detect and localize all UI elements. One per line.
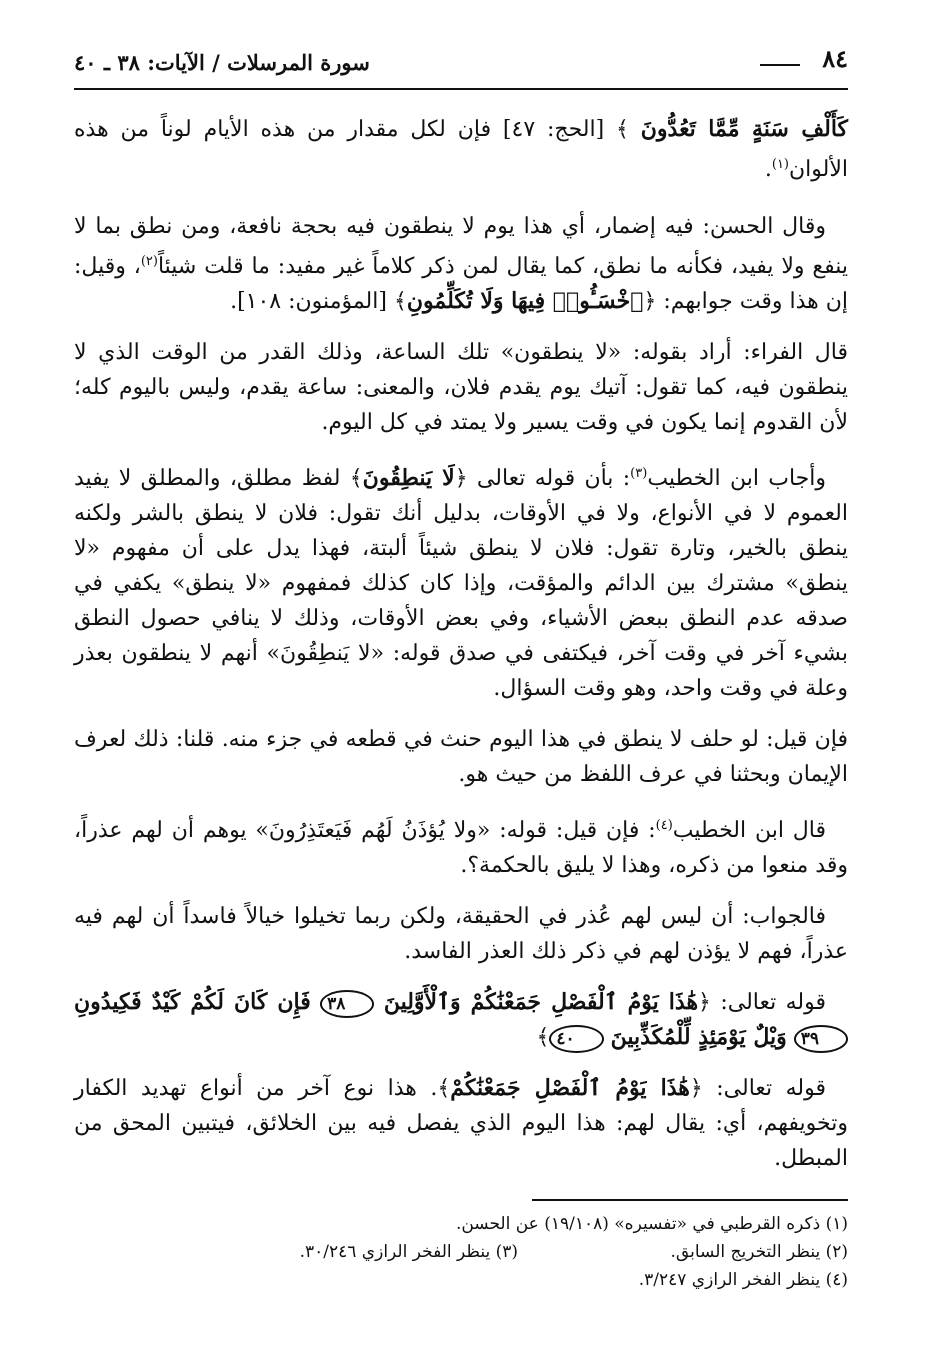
footnote-ref: (١)	[771, 157, 789, 172]
quran-quote: ٱخْسَـُٔوا۟ فِيهَا وَلَا تُكَلِّمُونِ	[406, 288, 644, 314]
header-rule	[74, 88, 848, 90]
footnote-ref: (٢)	[140, 254, 158, 269]
quran-quote: هَٰذَا يَوْمُ ٱلْفَصْلِ جَمَعْنَٰكُمْ	[450, 1075, 690, 1101]
paragraph-text: وأجاب ابن الخطيب	[647, 466, 827, 491]
paragraph-text: لفظ مطلق، والمطلق لا يفيد العموم لا في الأنواع، ولا في الأوقات، بدليل أنك تقول: فلان لا ينطق بالشر ولكنه ينطق بالخير، وتارة تقول: فلان لا ينطق شيئاً ألبتة، فهذا يدل على أن مفهوم «لا ينطق» مشترك بين الدائم والمؤقت، وإذا كان كذلك فمفهوم «لا ينطق» يكفي في صدقه عدم النطق ببعض الأشياء، وفي بعض الأوقات، وذلك لا ينافي حصول النطق بشيء آخر في وقت آخر، فيكتفى في صدق قوله: «لا يَنطِقُونَ» أنهم لا ينطقون بعذر وعلة في وقت واحد، وهو وقت السؤال.	[74, 466, 848, 701]
ayah-number-marker: ٣٨	[320, 990, 374, 1018]
paragraph-4	[74, 456, 848, 706]
footnote-3: (٣) ينظر الفخر الرازي ٣٠/٢٤٦.	[299, 1242, 518, 1262]
paragraph-text: : بأن قوله تعالى	[476, 466, 631, 491]
paragraph-1	[74, 112, 848, 187]
paragraph-5	[74, 722, 848, 792]
quran-ornament-close: ﴾	[536, 1025, 550, 1050]
footnote-4: (٤) ينظر الفخر الرازي ٣/٢٤٧.	[638, 1270, 848, 1290]
paragraph-7	[74, 899, 848, 969]
footnote-ref: (٤)	[655, 818, 673, 833]
paragraph-8	[74, 985, 848, 1055]
paragraph-3	[74, 335, 848, 440]
paragraph-text: قال ابن الخطيب	[672, 818, 826, 843]
paragraph-text: [المؤمنون: ١٠٨].	[230, 289, 387, 314]
quran-ornament-close: ﴾	[437, 1076, 451, 1101]
paragraph-6	[74, 808, 848, 883]
footnotes	[74, 1210, 848, 1294]
paragraph-text: فالجواب: أن ليس لهم عُذر في الحقيقة، ولكن ربما تخيلوا خيالاً فاسداً أن لهم فيه عذراً، فهم لا يؤذن لهم في ذكر ذلك العذر الفاسد.	[74, 904, 848, 964]
quran-ornament-open: ﴿	[643, 289, 657, 314]
footnote-line	[74, 1238, 848, 1266]
footnote-line	[74, 1210, 848, 1238]
paragraph-text: قال الفراء: أراد بقوله: «لا ينطقون» تلك الساعة، وذلك القدر من الوقت الذي لا ينطقون فيه، كما تقول: آتيك يوم يقدم فلان، والمعنى: ساعة يقدم، وليس باليوم كله؛ لأن القدوم إنما يكون في وقت يسير ولا يمتد في كل اليوم.	[74, 340, 848, 435]
header-dash	[760, 64, 800, 66]
quran-ornament-close: ﴾	[616, 117, 629, 142]
quran-quote: هَٰذَا يَوْمُ ٱلْفَصْلِ جَمَعْنَٰكُمْ وَٱلْأَوَّلِينَ	[383, 989, 699, 1015]
quran-ornament-close: ﴾	[349, 466, 363, 491]
footnote-1: (١) ذكره القرطبي في «تفسيره» (١٩/١٠٨) عن الحسن.	[455, 1214, 848, 1234]
quran-quote: فَإِن كَانَ لَكُمْ كَيْدٌ فَكِيدُونِ	[74, 989, 311, 1015]
footnote-ref: (٣)	[630, 466, 648, 481]
footnote-line	[74, 1266, 848, 1294]
paragraph-9	[74, 1071, 848, 1176]
quran-quote: لَا يَنطِقُونَ	[362, 465, 455, 491]
page-number: ٨٤	[822, 44, 848, 73]
paragraph-text: قوله تعالى:	[716, 1076, 827, 1101]
paragraph-text: . هذا نوع آخر من أنواع تهديد الكفار وتخويفهم، أي: يقال لهم: هذا اليوم الذي يفصل فيه بين الخلائق، فيتبين المحق من المبطل.	[74, 1076, 848, 1171]
quran-ornament-open: ﴿	[698, 990, 711, 1015]
ayah-number-marker: ٣٩	[794, 1025, 848, 1053]
main-text	[74, 112, 848, 1192]
paragraph-2	[74, 209, 848, 319]
quran-quote: وَيْلٌ يَوْمَئِذٍ لِّلْمُكَذِّبِينَ	[610, 1024, 787, 1050]
ayah-number-marker: ٤٠	[549, 1025, 603, 1053]
quran-ornament-close: ﴾	[393, 289, 407, 314]
quran-ornament-open: ﴿	[454, 466, 468, 491]
running-title: سورة المرسلات / الآيات: ٣٨ ـ ٤٠	[74, 50, 370, 75]
quran-ornament-open: ﴿	[689, 1076, 703, 1101]
page-header	[74, 40, 848, 80]
quran-quote: كَأَلْفِ سَنَةٍ مِّمَّا تَعُدُّونَ	[640, 116, 848, 142]
footnote-separator	[532, 1199, 848, 1201]
paragraph-text: قوله تعالى:	[720, 990, 827, 1015]
paragraph-text: ، وقيل: إن هذا وقت جوابهم:	[74, 254, 848, 314]
paragraph-text: فإن قيل: لو حلف لا ينطق في هذا اليوم حنث في قطعه في جزء منه. قلنا: ذلك لعرف الإيمان وبحثنا في عرف اللفظ من حيث هو.	[74, 727, 848, 787]
paragraph-text: .	[764, 157, 772, 182]
paragraph-text: : فإن قيل: قوله: «ولا يُؤذَنُ لَهُم فَيَعتَذِرُونَ» يوهم أن لهم عذراً، وقد منعوا من ذكره، وهذا لا يليق بالحكمة؟.	[74, 818, 848, 878]
paragraph-text: [الحج: ٤٧] فإن لكل مقدار من هذه الأيام لوناً من هذه الألوان	[74, 117, 848, 182]
paragraph-text: وقال الحسن: فيه إضمار، أي هذا يوم لا ينطقون فيه بحجة نافعة، ومن نطق بما لا ينفع ولا يفيد، فكأنه ما نطق، كما يقال لمن ذكر كلاماً غير مفيد: ما قلت شيئاً	[74, 214, 848, 279]
footnote-2: (٢) ينظر التخريج السابق.	[670, 1242, 848, 1262]
